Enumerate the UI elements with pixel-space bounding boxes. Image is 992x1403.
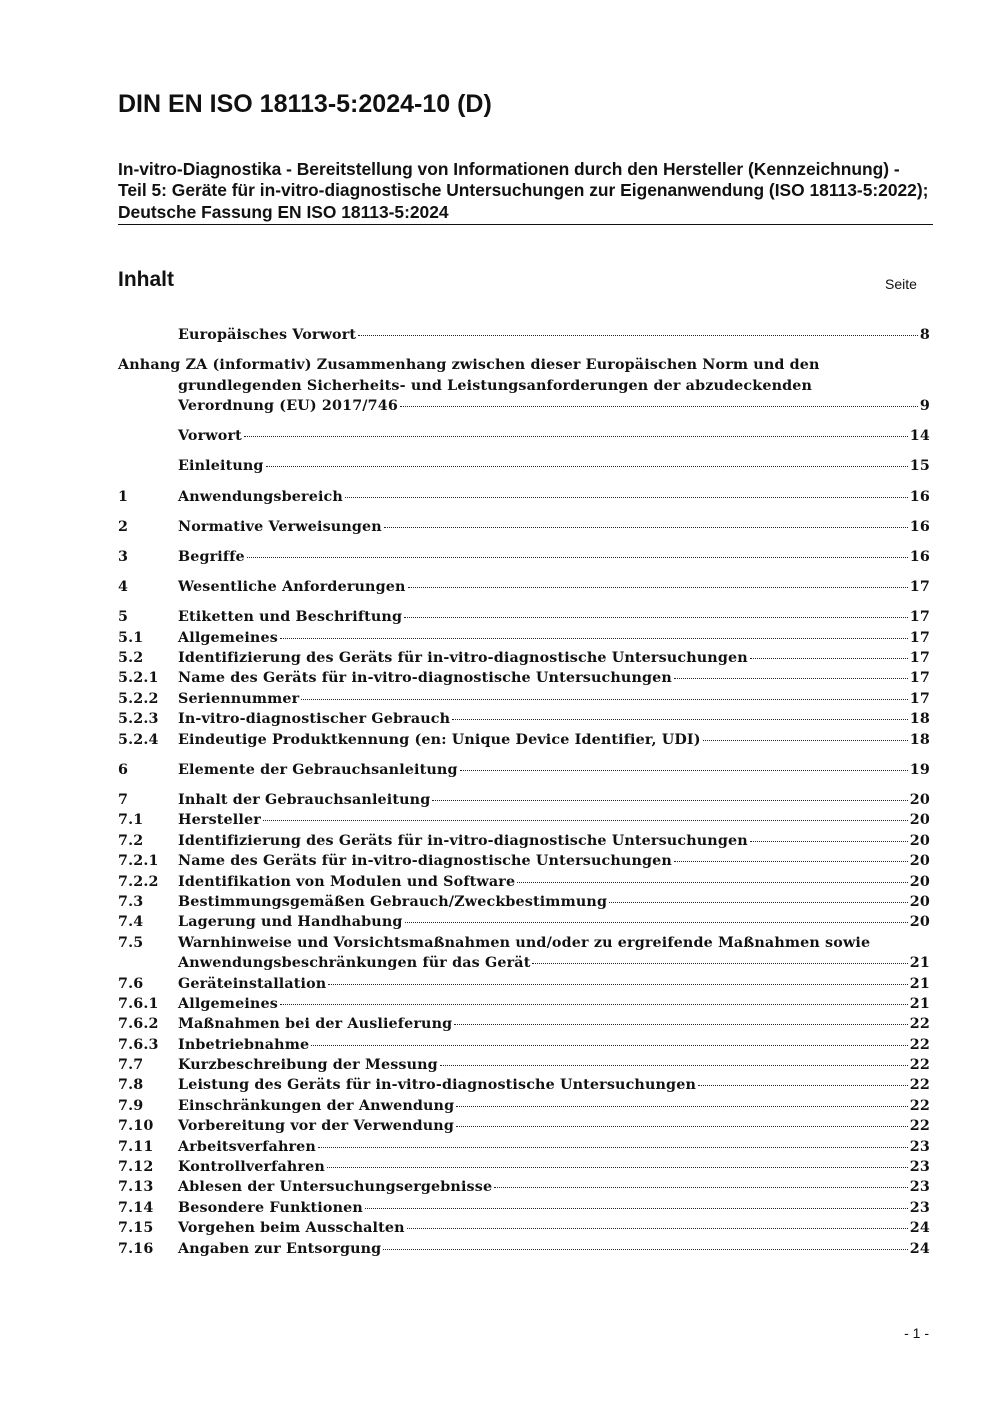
toc-entry[interactable]	[118, 974, 930, 994]
toc-entry-title: Begriffe	[178, 548, 245, 565]
page-number: - 1 -	[904, 1325, 929, 1341]
toc-entry-title: Name des Geräts für in-vitro-diagnostische Untersuchungen	[178, 853, 672, 870]
toc-entry-page: 20	[909, 893, 930, 910]
toc-dot-leader	[460, 770, 908, 771]
toc-dot-leader	[301, 699, 907, 700]
toc-entry-title: Kontrollverfahren	[178, 1159, 325, 1176]
toc-entry[interactable]	[118, 953, 930, 973]
toc-dot-leader	[247, 557, 908, 558]
toc-entry-number: 7.6	[118, 975, 144, 992]
toc-entry-title: Allgemeines	[178, 995, 278, 1012]
toc-entry-page: 16	[909, 488, 930, 505]
toc-entry-page: 22	[909, 1016, 930, 1033]
toc-entry-title: Vorgehen beim Ausschalten	[178, 1220, 405, 1237]
toc-entry-number: 7.1	[118, 812, 144, 829]
toc-entry[interactable]	[118, 790, 930, 810]
toc-entry-title: Identifizierung des Geräts für in-vitro-diagnostische Untersuchungen	[178, 650, 748, 667]
toc-entry-title: Angaben zur Entsorgung	[178, 1240, 382, 1257]
toc-entry[interactable]	[118, 648, 930, 668]
toc-entry-title: Seriennummer	[178, 690, 300, 707]
toc-entry[interactable]	[118, 517, 930, 537]
toc-dot-leader	[440, 1065, 908, 1066]
toc-entry-page: 17	[909, 690, 930, 707]
toc-entry-title: Einleitung	[178, 458, 264, 475]
toc-entry-page: 15	[909, 458, 930, 475]
toc-dot-leader	[328, 984, 907, 985]
toc-entry[interactable]	[118, 376, 930, 396]
toc-entry-page: 17	[909, 670, 930, 687]
toc-entry-title: Verordnung (EU) 2017/746	[178, 397, 398, 414]
toc-entry-page: 20	[909, 832, 930, 849]
toc-entry-title: Vorwort	[178, 428, 242, 445]
toc-entry-page: 24	[909, 1220, 930, 1237]
toc-entry[interactable]	[118, 851, 930, 871]
toc-dot-leader	[432, 800, 907, 801]
toc-entry-title: Ablesen der Untersuchungsergebnisse	[178, 1179, 493, 1196]
toc-entry-title: Arbeitsverfahren	[178, 1138, 316, 1155]
toc-dot-leader	[698, 1085, 908, 1086]
document-subtitle: In-vitro-Diagnostika - Bereitstellung von Informationen durch den Hersteller (Kennzeichnung) - Teil 5: Geräte für in-vitro-diagnostische Untersuchungen zur Eigenanwendung (ISO 18113-5:2022); Deutsche Fassung EN ISO 18113-5:2024	[118, 159, 933, 225]
toc-entry-title: Identifizierung des Geräts für in-vitro-diagnostische Untersuchungen	[178, 832, 748, 849]
toc-entry-number: 5.2.1	[118, 670, 159, 687]
toc-entry[interactable]	[118, 872, 930, 892]
toc-entry[interactable]	[118, 810, 930, 830]
toc-entry[interactable]	[118, 426, 930, 446]
toc-entry-number: 7.9	[118, 1097, 144, 1114]
toc-entry-page: 17	[909, 629, 930, 646]
toc-entry[interactable]	[118, 1239, 930, 1259]
toc-dot-leader	[750, 658, 908, 659]
toc-dot-leader	[405, 922, 908, 923]
toc-entry-number: 5.1	[118, 629, 144, 646]
toc-entry-page: 18	[909, 711, 930, 728]
toc-entry[interactable]	[118, 325, 930, 345]
toc-entry[interactable]	[118, 1198, 930, 1218]
toc-entry-title: Hersteller	[178, 812, 261, 829]
toc-entry-number: 7.2.2	[118, 873, 159, 890]
toc-entry[interactable]	[118, 355, 930, 375]
toc-entry-number: 7.2.1	[118, 853, 159, 870]
toc-entry[interactable]	[118, 831, 930, 851]
toc-entry[interactable]	[118, 1014, 930, 1034]
toc-entry-number: 7.13	[118, 1179, 154, 1196]
toc-entry-page: 23	[909, 1138, 930, 1155]
toc-dot-leader	[358, 335, 918, 336]
toc-entry[interactable]	[118, 689, 930, 709]
toc-dot-leader	[532, 963, 907, 964]
toc-entry[interactable]	[118, 994, 930, 1014]
toc-entry-page: 22	[909, 1036, 930, 1053]
toc-entry-page: 20	[909, 873, 930, 890]
toc-entry-number: 6	[118, 761, 129, 778]
toc-entry[interactable]	[118, 1137, 930, 1157]
toc-entry-number: 5.2.2	[118, 690, 159, 707]
toc-entry-page: 17	[909, 609, 930, 626]
toc-dot-leader	[609, 902, 908, 903]
toc-dot-leader	[400, 406, 918, 407]
toc-dot-leader	[703, 740, 908, 741]
toc-entry-title: Normative Verweisungen	[178, 518, 382, 535]
toc-entry[interactable]	[118, 396, 930, 416]
toc-entry[interactable]	[118, 577, 930, 597]
toc-entry-number: 7.7	[118, 1057, 144, 1074]
toc-entry-title: Name des Geräts für in-vitro-diagnostische Untersuchungen	[178, 670, 672, 687]
toc-entry-number: 7.15	[118, 1220, 154, 1237]
toc-entry-page: 24	[909, 1240, 930, 1257]
toc-entry[interactable]	[118, 1075, 930, 1095]
toc-entry-title: Geräteinstallation	[178, 975, 327, 992]
toc-entry[interactable]	[118, 1055, 930, 1075]
toc-dot-leader	[517, 882, 908, 883]
toc-entry-page: 20	[909, 853, 930, 870]
toc-entry-title: Kurzbeschreibung der Messung	[178, 1057, 438, 1074]
toc-entry-page: 20	[909, 792, 930, 808]
toc-entry[interactable]	[118, 668, 930, 688]
toc-entry[interactable]	[118, 912, 930, 932]
toc-entry[interactable]	[118, 607, 930, 627]
toc-entry-number: 7.11	[118, 1138, 154, 1155]
toc-entry-page: 20	[909, 914, 930, 931]
toc-entry-number: 5.2	[118, 650, 144, 667]
toc-entry-title: Elemente der Gebrauchsanleitung	[178, 761, 458, 778]
toc-entry[interactable]	[118, 1096, 930, 1116]
toc-dot-leader	[365, 1208, 908, 1209]
toc-entry-page: 21	[909, 955, 930, 972]
toc-entry[interactable]	[118, 709, 930, 729]
toc-dot-leader	[383, 1249, 907, 1250]
toc-entry-number: 7.3	[118, 893, 144, 910]
toc-dot-leader	[266, 466, 908, 467]
toc-dot-leader	[674, 678, 908, 679]
toc-entry-page: 8	[919, 327, 930, 343]
toc-entry-title: Einschränkungen der Anwendung	[178, 1097, 455, 1114]
toc-dot-leader	[311, 1045, 908, 1046]
toc-dot-leader	[384, 527, 908, 528]
toc-entry-number: 5.2.4	[118, 731, 159, 748]
toc-entry-title: Besondere Funktionen	[178, 1199, 363, 1216]
toc-entry-page: 16	[909, 548, 930, 565]
toc-entry[interactable]	[118, 760, 930, 780]
toc-entry-title: Wesentliche Anforderungen	[178, 579, 406, 596]
toc-entry-number: 7.12	[118, 1159, 154, 1176]
toc-entry-page: 20	[909, 812, 930, 829]
toc-entry[interactable]	[118, 1116, 930, 1136]
toc-entry-page: 9	[919, 397, 930, 414]
toc-entry-page: 18	[909, 731, 930, 748]
toc-entry-title: Inbetriebnahme	[178, 1036, 310, 1053]
toc-entry-title: Maßnahmen bei der Auslieferung	[178, 1016, 453, 1033]
toc-entry-page: 19	[909, 761, 930, 778]
toc-entry[interactable]	[118, 1035, 930, 1055]
toc-entry-page: 16	[909, 518, 930, 535]
toc-entry-title: Bestimmungsgemäßen Gebrauch/Zweckbestimmung	[178, 893, 608, 910]
toc-entry-title: Etiketten und Beschriftung	[178, 609, 403, 626]
toc-entry[interactable]	[118, 628, 930, 648]
toc-entry-page: 17	[909, 650, 930, 667]
toc-dot-leader	[280, 638, 908, 639]
toc-entry-title: Lagerung und Handhabung	[178, 914, 403, 931]
toc-entry-number: 7.5	[118, 934, 144, 951]
toc-entry-title: Warnhinweise und Vorsichtsmaßnahmen und/oder zu ergreifende Maßnahmen sowie	[178, 934, 871, 951]
toc-entry[interactable]	[118, 1157, 930, 1177]
toc-dot-leader	[263, 820, 908, 821]
toc-entry-number: 7.6.2	[118, 1016, 159, 1033]
toc-entry-number: 7.4	[118, 914, 144, 931]
toc-entry-title: Allgemeines	[178, 629, 278, 646]
toc-entry-title: Identifikation von Modulen und Software	[178, 873, 516, 890]
toc-entry-number: 5.2.3	[118, 711, 159, 728]
toc-entry-number: 7.6.3	[118, 1036, 159, 1053]
toc-entry-title: Europäisches Vorwort	[178, 327, 357, 343]
toc-entry-page: 22	[909, 1118, 930, 1135]
toc-entry-page: 23	[909, 1159, 930, 1176]
toc-entry[interactable]	[118, 547, 930, 567]
toc-entry-number: 3	[118, 548, 129, 565]
toc-dot-leader	[454, 1024, 908, 1025]
toc-dot-leader	[318, 1147, 908, 1148]
toc-entry-number: 4	[118, 579, 129, 596]
toc-entry-page: 14	[909, 428, 930, 445]
toc-entry-title: Leistung des Geräts für in-vitro-diagnostische Untersuchungen	[178, 1077, 696, 1094]
toc-dot-leader	[750, 841, 908, 842]
toc-entry-page: 22	[909, 1057, 930, 1074]
toc-dot-leader	[345, 497, 908, 498]
toc-dot-leader	[404, 617, 908, 618]
toc-entry-number: 7.2	[118, 832, 144, 849]
toc-entry[interactable]	[118, 730, 930, 750]
toc-entry-page: 17	[909, 579, 930, 596]
toc-entry[interactable]	[118, 933, 930, 953]
toc-entry[interactable]	[118, 1218, 930, 1238]
toc-heading: Inhalt	[118, 268, 174, 291]
toc-entry-page: 21	[909, 995, 930, 1012]
toc-dot-leader	[408, 587, 908, 588]
toc-dot-leader	[280, 1004, 908, 1005]
toc-entry[interactable]	[118, 487, 930, 507]
toc-entry-number: 7.6.1	[118, 995, 159, 1012]
toc-entry-page: 21	[909, 975, 930, 992]
toc-entry-number: 2	[118, 518, 129, 535]
toc-entry[interactable]	[118, 892, 930, 912]
toc-entry-title: Anwendungsbeschränkungen für das Gerät	[178, 955, 531, 972]
toc-entry-number: 1	[118, 488, 129, 505]
table-of-contents	[118, 325, 930, 1259]
toc-entry-title: Inhalt der Gebrauchsanleitung	[178, 792, 431, 808]
toc-entry[interactable]	[118, 1177, 930, 1197]
toc-dot-leader	[244, 436, 908, 437]
toc-dot-leader	[674, 861, 908, 862]
toc-entry-number: 7.8	[118, 1077, 144, 1094]
toc-entry-number: 7.14	[118, 1199, 154, 1216]
toc-dot-leader	[494, 1187, 908, 1188]
toc-entry-title: In-vitro-diagnostischer Gebrauch	[178, 711, 451, 728]
toc-dot-leader	[456, 1126, 908, 1127]
toc-dot-leader	[452, 719, 908, 720]
toc-entry-title: Eindeutige Produktkennung (en: Unique Device Identifier, UDI)	[178, 731, 701, 748]
page-column-label: Seite	[885, 276, 917, 292]
toc-entry[interactable]	[118, 456, 930, 476]
toc-dot-leader	[456, 1106, 908, 1107]
document-id: DIN EN ISO 18113-5:2024-10 (D)	[118, 90, 492, 118]
toc-entry-page: 22	[909, 1077, 930, 1094]
toc-entry-number: 5	[118, 609, 129, 626]
toc-entry-title: Anwendungsbereich	[178, 488, 343, 505]
toc-entry-number: 7.16	[118, 1240, 154, 1257]
toc-entry-title: grundlegenden Sicherheits- und Leistungsanforderungen der abzudeckenden	[178, 377, 813, 394]
toc-entry-number: 7.10	[118, 1118, 154, 1135]
toc-entry-number: 7	[118, 792, 129, 808]
toc-dot-leader	[407, 1228, 908, 1229]
toc-entry-page: 23	[909, 1179, 930, 1196]
toc-entry-page: 23	[909, 1199, 930, 1216]
toc-entry-title: Vorbereitung vor der Verwendung	[178, 1118, 454, 1135]
toc-entry-page: 22	[909, 1097, 930, 1114]
toc-entry-title: Anhang ZA (informativ) Zusammenhang zwischen dieser Europäischen Norm und den	[118, 357, 820, 374]
toc-dot-leader	[327, 1167, 908, 1168]
